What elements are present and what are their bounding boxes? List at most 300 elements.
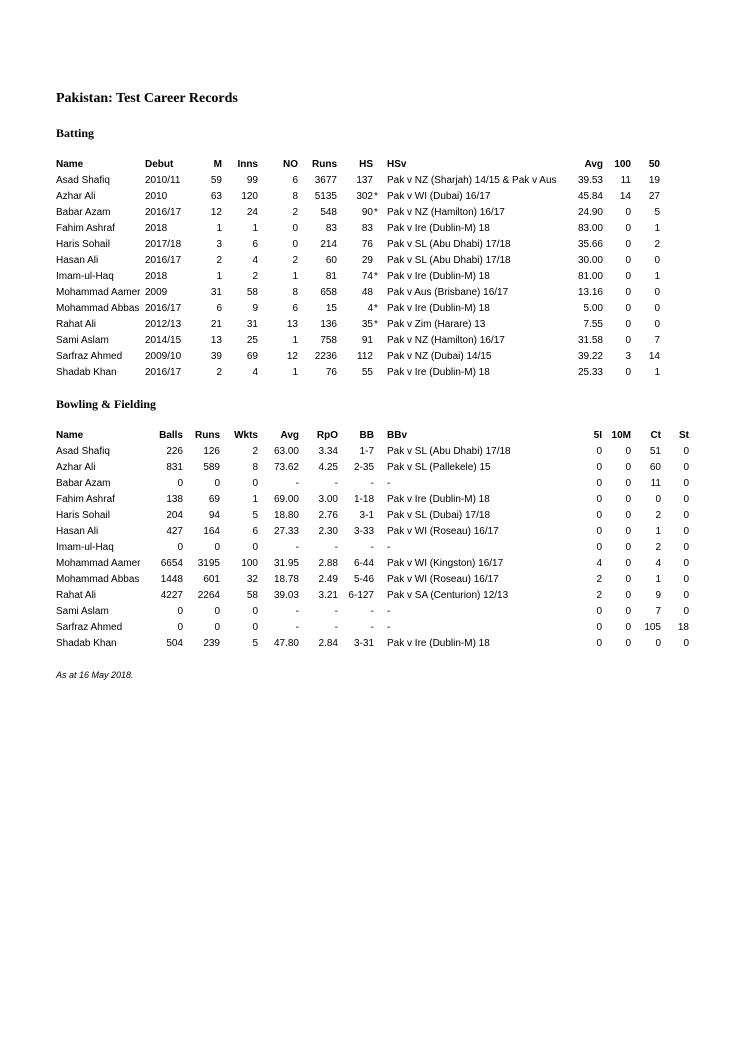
cell-ten-wickets: 0 <box>625 478 631 489</box>
cell-matches: 2 <box>216 367 222 378</box>
cell-hundreds: 3 <box>625 351 631 362</box>
cell-average: 24.90 <box>577 207 603 218</box>
cell-average: 69.00 <box>273 494 299 505</box>
cell-not-out-marker: * <box>374 207 378 218</box>
cell-stumpings: 0 <box>683 510 689 521</box>
cell-name: Asad Shafiq <box>56 446 110 457</box>
cell-five-wickets: 2 <box>596 574 602 585</box>
cell-balls: 427 <box>166 526 183 537</box>
cell-runs: 758 <box>320 335 337 346</box>
cell-average: 73.62 <box>273 462 299 473</box>
cell-ten-wickets: 0 <box>625 606 631 617</box>
cell-matches: 39 <box>210 351 222 362</box>
cell-hundreds: 0 <box>625 271 631 282</box>
cell-balls: 204 <box>166 510 183 521</box>
cell-five-wickets: 0 <box>596 478 602 489</box>
cell-hs-venue: Pak v Ire (Dublin-M) 18 <box>387 271 490 282</box>
cell-hs-venue: Pak v NZ (Hamilton) 16/17 <box>387 335 505 346</box>
cell-hs-venue: Pak v WI (Dubai) 16/17 <box>387 191 491 202</box>
cell-average: 18.78 <box>273 574 299 585</box>
table-row <box>0 508 746 524</box>
cell-catches: 2 <box>655 510 661 521</box>
cell-best-bowling: 2-35 <box>353 462 374 473</box>
cell-highest-score: 74 <box>361 271 373 282</box>
cell-not-out-marker: * <box>374 271 378 282</box>
header-runs: Runs <box>312 159 337 170</box>
cell-balls: 0 <box>177 542 183 553</box>
cell-name: Babar Azam <box>56 478 111 489</box>
cell-wickets: 6 <box>252 526 258 537</box>
cell-average: 25.33 <box>577 367 603 378</box>
cell-runs: 2236 <box>314 351 337 362</box>
header-not-outs: NO <box>283 159 298 170</box>
cell-runs: 94 <box>208 510 220 521</box>
cell-hs-venue: Pak v Ire (Dublin-M) 18 <box>387 303 490 314</box>
table-row <box>0 317 746 333</box>
cell-stumpings: 0 <box>683 462 689 473</box>
table-row <box>0 444 746 460</box>
cell-debut: 2016/17 <box>145 255 182 266</box>
cell-hs-venue: Pak v SL (Abu Dhabi) 17/18 <box>387 239 511 250</box>
table-row <box>0 604 746 620</box>
table-row <box>0 588 746 604</box>
cell-matches: 31 <box>210 287 222 298</box>
cell-name: Hasan Ali <box>56 526 99 537</box>
cell-innings: 58 <box>246 287 258 298</box>
cell-fifties: 1 <box>654 271 660 282</box>
table-row <box>0 269 746 285</box>
cell-average: 30.00 <box>577 255 603 266</box>
cell-runs: 548 <box>320 207 337 218</box>
cell-runs: 601 <box>203 574 220 585</box>
cell-runs: 0 <box>214 542 220 553</box>
cell-catches: 0 <box>655 494 661 505</box>
cell-best-bowling: 6-127 <box>348 590 374 601</box>
cell-best-bowling: 1-7 <box>359 446 374 457</box>
cell-catches: 51 <box>649 446 661 457</box>
cell-runs: 81 <box>325 271 337 282</box>
cell-wickets: 0 <box>252 606 258 617</box>
cell-bb-venue: Pak v SL (Abu Dhabi) 17/18 <box>387 446 511 457</box>
cell-debut: 2016/17 <box>145 207 182 218</box>
cell-bb-venue: - <box>387 606 391 617</box>
cell-runs: 126 <box>203 446 220 457</box>
cell-balls: 0 <box>177 478 183 489</box>
table-row <box>0 620 746 636</box>
cell-name: Sami Aslam <box>56 335 109 346</box>
cell-name: Azhar Ali <box>56 462 96 473</box>
cell-bb-venue: Pak v WI (Kingston) 16/17 <box>387 558 504 569</box>
header-name: Name <box>56 430 84 441</box>
cell-not-outs: 2 <box>292 207 298 218</box>
cell-stumpings: 0 <box>683 446 689 457</box>
table-row <box>0 492 746 508</box>
cell-average: 5.00 <box>583 303 603 314</box>
cell-name: Mohammad Aamer <box>56 558 141 569</box>
cell-hs-venue: Pak v Zim (Harare) 13 <box>387 319 486 330</box>
header-name: Name <box>56 159 84 170</box>
cell-stumpings: 0 <box>683 606 689 617</box>
cell-runs: 136 <box>320 319 337 330</box>
header-hundreds: 100 <box>614 159 631 170</box>
cell-stumpings: 0 <box>683 494 689 505</box>
cell-balls: 1448 <box>160 574 183 585</box>
cell-innings: 4 <box>252 367 258 378</box>
cell-runs: 76 <box>325 367 337 378</box>
cell-ten-wickets: 0 <box>625 638 631 649</box>
header-matches: M <box>213 159 222 170</box>
cell-matches: 63 <box>210 191 222 202</box>
table-row <box>0 365 746 381</box>
cell-five-wickets: 4 <box>596 558 602 569</box>
header-average: Avg <box>280 430 299 441</box>
cell-bb-venue: Pak v Ire (Dublin-M) 18 <box>387 638 490 649</box>
cell-runs-per-over: - <box>334 606 338 617</box>
cell-not-outs: 8 <box>292 191 298 202</box>
cell-best-bowling: 3-1 <box>359 510 374 521</box>
cell-runs-per-over: 2.30 <box>318 526 338 537</box>
cell-name: Mohammad Abbas <box>56 303 140 314</box>
cell-hs-venue: Pak v Aus (Brisbane) 16/17 <box>387 287 509 298</box>
cell-wickets: 0 <box>252 622 258 633</box>
cell-highest-score: 4 <box>367 303 373 314</box>
cell-bb-venue: Pak v SA (Centurion) 12/13 <box>387 590 509 601</box>
cell-runs-per-over: 2.88 <box>318 558 338 569</box>
table-row <box>0 221 746 237</box>
cell-bb-venue: Pak v SL (Dubai) 17/18 <box>387 510 491 521</box>
cell-five-wickets: 0 <box>596 462 602 473</box>
cell-runs-per-over: 2.76 <box>318 510 338 521</box>
header-runs: Runs <box>195 430 220 441</box>
cell-wickets: 8 <box>252 462 258 473</box>
cell-matches: 12 <box>210 207 222 218</box>
cell-debut: 2017/18 <box>145 239 182 250</box>
cell-balls: 504 <box>166 638 183 649</box>
cell-best-bowling: 5-46 <box>353 574 374 585</box>
cell-innings: 4 <box>252 255 258 266</box>
cell-average: - <box>295 478 299 489</box>
cell-bb-venue: Pak v WI (Roseau) 16/17 <box>387 526 499 537</box>
cell-runs-per-over: 3.34 <box>318 446 338 457</box>
cell-runs: 60 <box>325 255 337 266</box>
cell-bb-venue: Pak v WI (Roseau) 16/17 <box>387 574 499 585</box>
cell-ten-wickets: 0 <box>625 494 631 505</box>
cell-not-outs: 6 <box>292 175 298 186</box>
cell-not-outs: 6 <box>292 303 298 314</box>
cell-average: 13.16 <box>577 287 603 298</box>
cell-stumpings: 18 <box>677 622 689 633</box>
cell-innings: 6 <box>252 239 258 250</box>
cell-not-outs: 0 <box>292 239 298 250</box>
cell-catches: 105 <box>644 622 661 633</box>
cell-best-bowling: - <box>370 542 374 553</box>
cell-debut: 2018 <box>145 271 168 282</box>
cell-average: 47.80 <box>273 638 299 649</box>
cell-balls: 0 <box>177 622 183 633</box>
cell-wickets: 2 <box>252 446 258 457</box>
cell-highest-score: 90 <box>361 207 373 218</box>
cell-not-outs: 8 <box>292 287 298 298</box>
cell-wickets: 32 <box>246 574 258 585</box>
cell-best-bowling: 3-33 <box>353 526 374 537</box>
header-stumpings: St <box>679 430 689 441</box>
cell-best-bowling: 6-44 <box>353 558 374 569</box>
cell-average: 39.53 <box>577 175 603 186</box>
cell-not-out-marker: * <box>374 303 378 314</box>
cell-average: - <box>295 542 299 553</box>
cell-fifties: 2 <box>654 239 660 250</box>
cell-matches: 1 <box>216 223 222 234</box>
cell-not-outs: 2 <box>292 255 298 266</box>
cell-ten-wickets: 0 <box>625 558 631 569</box>
cell-hundreds: 0 <box>625 367 631 378</box>
cell-not-outs: 1 <box>292 335 298 346</box>
cell-highest-score: 112 <box>357 351 373 362</box>
cell-hs-venue: Pak v Ire (Dublin-M) 18 <box>387 223 490 234</box>
header-debut: Debut <box>145 159 174 170</box>
cell-five-wickets: 0 <box>596 510 602 521</box>
cell-five-wickets: 2 <box>596 590 602 601</box>
table-header-row <box>0 428 746 444</box>
cell-hs-venue: Pak v NZ (Dubai) 14/15 <box>387 351 492 362</box>
cell-average: 18.80 <box>273 510 299 521</box>
cell-name: Sami Aslam <box>56 606 109 617</box>
cell-matches: 59 <box>210 175 222 186</box>
cell-name: Shadab Khan <box>56 638 117 649</box>
cell-balls: 226 <box>166 446 183 457</box>
cell-name: Rahat Ali <box>56 319 97 330</box>
cell-runs: 589 <box>203 462 220 473</box>
cell-runs-per-over: - <box>334 622 338 633</box>
cell-name: Haris Sohail <box>56 510 110 521</box>
cell-debut: 2018 <box>145 223 168 234</box>
cell-runs: 5135 <box>314 191 337 202</box>
cell-debut: 2009 <box>145 287 168 298</box>
table-row <box>0 237 746 253</box>
cell-name: Fahim Ashraf <box>56 494 115 505</box>
cell-highest-score: 91 <box>361 335 373 346</box>
cell-name: Fahim Ashraf <box>56 223 115 234</box>
cell-ten-wickets: 0 <box>625 542 631 553</box>
cell-runs-per-over: - <box>334 478 338 489</box>
cell-not-out-marker: * <box>374 191 378 202</box>
table-row <box>0 333 746 349</box>
cell-ten-wickets: 0 <box>625 462 631 473</box>
cell-best-bowling: - <box>370 478 374 489</box>
cell-highest-score: 83 <box>361 223 373 234</box>
cell-catches: 11 <box>650 478 661 489</box>
cell-debut: 2010/11 <box>145 175 181 186</box>
header-average: Avg <box>584 159 603 170</box>
cell-highest-score: 76 <box>361 239 373 250</box>
table-row <box>0 253 746 269</box>
cell-average: 63.00 <box>273 446 299 457</box>
cell-bb-venue: - <box>387 478 391 489</box>
cell-innings: 120 <box>241 191 258 202</box>
cell-stumpings: 0 <box>683 558 689 569</box>
cell-not-outs: 1 <box>292 271 298 282</box>
cell-hundreds: 11 <box>620 175 631 186</box>
cell-hundreds: 0 <box>625 335 631 346</box>
cell-five-wickets: 0 <box>596 542 602 553</box>
header-runs-per-over: RpO <box>316 430 338 441</box>
cell-fifties: 0 <box>654 319 660 330</box>
cell-runs: 214 <box>320 239 337 250</box>
cell-catches: 4 <box>655 558 661 569</box>
table-row <box>0 205 746 221</box>
cell-innings: 9 <box>252 303 258 314</box>
cell-fifties: 0 <box>654 303 660 314</box>
cell-five-wickets: 0 <box>596 622 602 633</box>
cell-balls: 4227 <box>160 590 183 601</box>
cell-average: 39.03 <box>273 590 299 601</box>
cell-five-wickets: 0 <box>596 446 602 457</box>
cell-name: Asad Shafiq <box>56 175 110 186</box>
cell-average: 35.66 <box>577 239 603 250</box>
header-balls: Balls <box>159 430 183 441</box>
cell-hundreds: 0 <box>625 287 631 298</box>
cell-wickets: 58 <box>246 590 258 601</box>
table-row <box>0 173 746 189</box>
cell-debut: 2010 <box>145 191 168 202</box>
cell-not-out-marker: * <box>374 319 378 330</box>
cell-average: 83.00 <box>577 223 603 234</box>
cell-best-bowling: 1-18 <box>353 494 374 505</box>
cell-wickets: 0 <box>252 542 258 553</box>
header-innings: Inns <box>237 159 258 170</box>
cell-runs: 15 <box>325 303 337 314</box>
cell-runs: 2264 <box>197 590 220 601</box>
cell-runs: 239 <box>203 638 220 649</box>
cell-name: Azhar Ali <box>56 191 96 202</box>
cell-ten-wickets: 0 <box>625 526 631 537</box>
cell-runs-per-over: 4.25 <box>318 462 338 473</box>
cell-hs-venue: Pak v NZ (Hamilton) 16/17 <box>387 207 505 218</box>
header-ten-wickets: 10M <box>611 430 631 441</box>
header-best-bowling: BB <box>359 430 374 441</box>
cell-not-outs: 1 <box>292 367 298 378</box>
cell-ten-wickets: 0 <box>625 574 631 585</box>
cell-innings: 24 <box>246 207 258 218</box>
table-row <box>0 460 746 476</box>
table-row <box>0 189 746 205</box>
cell-ten-wickets: 0 <box>625 446 631 457</box>
cell-hundreds: 0 <box>625 239 631 250</box>
cell-name: Rahat Ali <box>56 590 97 601</box>
cell-wickets: 5 <box>252 510 258 521</box>
cell-wickets: 1 <box>252 494 258 505</box>
cell-runs: 3195 <box>197 558 220 569</box>
cell-ten-wickets: 0 <box>625 590 631 601</box>
cell-runs-per-over: 3.00 <box>318 494 338 505</box>
cell-debut: 2009/10 <box>145 351 182 362</box>
cell-name: Babar Azam <box>56 207 111 218</box>
cell-runs: 69 <box>208 494 220 505</box>
cell-hs-venue: Pak v SL (Abu Dhabi) 17/18 <box>387 255 511 266</box>
header-fifties: 50 <box>648 159 660 170</box>
cell-balls: 0 <box>177 606 183 617</box>
cell-best-bowling: - <box>370 622 374 633</box>
cell-balls: 831 <box>166 462 183 473</box>
cell-debut: 2012/13 <box>145 319 182 330</box>
cell-average: 39.22 <box>577 351 603 362</box>
cell-average: - <box>295 606 299 617</box>
cell-highest-score: 137 <box>356 175 373 186</box>
table-row <box>0 476 746 492</box>
header-five-wickets: 5I <box>593 430 602 441</box>
cell-runs: 0 <box>214 622 220 633</box>
cell-matches: 3 <box>216 239 222 250</box>
cell-catches: 2 <box>655 542 661 553</box>
cell-wickets: 0 <box>252 478 258 489</box>
cell-balls: 6654 <box>160 558 183 569</box>
cell-matches: 21 <box>210 319 222 330</box>
cell-innings: 2 <box>252 271 258 282</box>
cell-matches: 1 <box>216 271 222 282</box>
footnote: As at 16 May 2018. <box>56 670 134 680</box>
cell-name: Mohammad Abbas <box>56 574 140 585</box>
batting-heading: Batting <box>56 126 95 140</box>
cell-best-bowling: - <box>370 606 374 617</box>
cell-best-bowling: 3-31 <box>353 638 374 649</box>
cell-average: 81.00 <box>577 271 603 282</box>
cell-wickets: 100 <box>241 558 258 569</box>
cell-runs-per-over: 3.21 <box>318 590 338 601</box>
cell-name: Hasan Ali <box>56 255 99 266</box>
cell-runs-per-over: 2.84 <box>318 638 338 649</box>
header-bb-venue: BBv <box>387 430 408 441</box>
cell-name: Haris Sohail <box>56 239 110 250</box>
cell-fifties: 1 <box>654 367 660 378</box>
cell-balls: 138 <box>166 494 183 505</box>
cell-not-outs: 13 <box>286 319 298 330</box>
cell-catches: 0 <box>655 638 661 649</box>
cell-innings: 69 <box>246 351 258 362</box>
cell-fifties: 0 <box>654 255 660 266</box>
cell-catches: 1 <box>655 526 661 537</box>
cell-catches: 1 <box>655 574 661 585</box>
cell-debut: 2016/17 <box>145 367 182 378</box>
header-hs-venue: HSv <box>387 159 407 170</box>
cell-stumpings: 0 <box>683 590 689 601</box>
cell-average: 7.55 <box>583 319 603 330</box>
cell-runs: 0 <box>214 478 220 489</box>
cell-innings: 25 <box>246 335 258 346</box>
cell-catches: 7 <box>655 606 661 617</box>
cell-runs-per-over: - <box>334 542 338 553</box>
cell-runs: 164 <box>203 526 220 537</box>
cell-matches: 2 <box>216 255 222 266</box>
cell-five-wickets: 0 <box>596 494 602 505</box>
cell-bb-venue: Pak v Ire (Dublin-M) 18 <box>387 494 490 505</box>
cell-runs-per-over: 2.49 <box>318 574 338 585</box>
cell-hundreds: 0 <box>625 303 631 314</box>
cell-ten-wickets: 0 <box>625 622 631 633</box>
cell-ten-wickets: 0 <box>625 510 631 521</box>
cell-highest-score: 55 <box>361 367 373 378</box>
cell-name: Sarfraz Ahmed <box>56 351 123 362</box>
cell-innings: 99 <box>246 175 258 186</box>
cell-runs: 658 <box>320 287 337 298</box>
cell-hs-venue: Pak v NZ (Sharjah) 14/15 & Pak v Aus <box>387 175 557 186</box>
cell-wickets: 5 <box>252 638 258 649</box>
cell-hundreds: 0 <box>625 255 631 266</box>
cell-hundreds: 0 <box>625 319 631 330</box>
cell-not-outs: 0 <box>292 223 298 234</box>
cell-innings: 31 <box>246 319 258 330</box>
cell-highest-score: 35 <box>361 319 373 330</box>
cell-bb-venue: - <box>387 622 391 633</box>
